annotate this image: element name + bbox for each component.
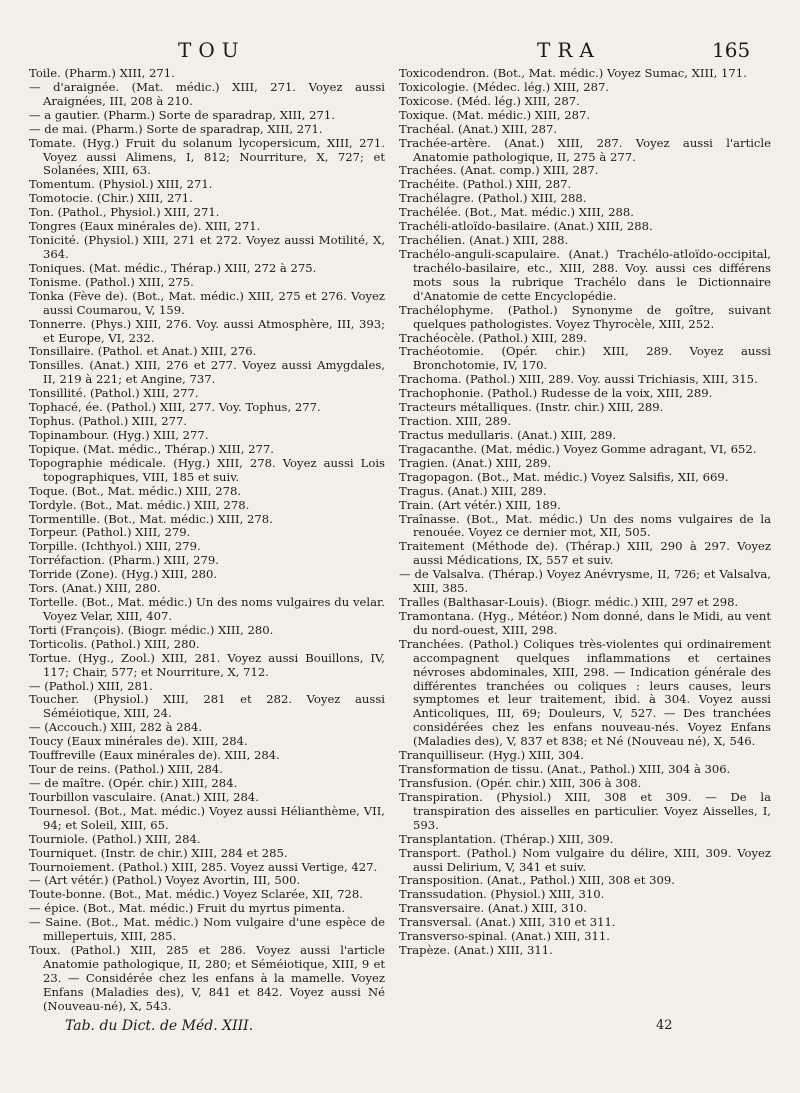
index-entry: Toucher. (Physiol.) XIII, 281 et 282. Voyez aussi Séméiotique, XIII, 24. (29, 692, 385, 721)
index-entry: Tonsillaire. (Pathol. et Anat.) XIII, 276. (29, 344, 257, 359)
index-entry: Tournoiement. (Pathol.) XIII, 285. Voyez aussi Vertige, 427. (29, 859, 378, 874)
index-entry: Trachélo-anguli-scapulaire. (Anat.) Trachélo-atloïdo-occipital, trachélo-basilaire, etc., XIII, 288. Voy. aussi ces différens mots sous la rubrique Trachélo dans le Dictionnaire d'Anatomie de cette Encyclopédie. (399, 246, 771, 303)
index-entry: Tortelle. (Bot., Mat. médic.) Un des noms vulgaires du velar. Voyez Velar, XIII, 407. (29, 595, 385, 623)
index-entry: Tongres (Eaux minérales de). XIII, 271. (29, 219, 261, 234)
index-entry: Tourniole. (Pathol.) XIII, 284. (29, 831, 201, 846)
index-entry: Torti (François). (Biogr. médic.) XIII, 280. (29, 622, 274, 637)
index-entry: — de Valsalva. (Thérap.) Voyez Anévrysme, II, 726; et Valsalva, XIII, 385. (399, 567, 771, 596)
index-entry: Toxique. (Mat. médic.) XIII, 287. (399, 107, 591, 122)
index-entry: Tonisme. (Pathol.) XIII, 275. (29, 274, 194, 289)
index-entry: Transposition. (Anat., Pathol.) XIII, 308 et 309. (399, 873, 675, 888)
index-entry: Tournesol. (Bot., Mat. médic.) Voyez aussi Hélianthème, VII, 94; et Soleil, XIII, 65. (29, 803, 385, 832)
signature-mark: 42 (656, 1018, 673, 1033)
index-entry: Tracteurs métalliques. (Instr. chir.) XIII, 289. (399, 400, 664, 415)
left-column (29, 67, 385, 1014)
index-entry: Tomotocie. (Chir.) XIII, 271. (29, 191, 193, 206)
index-entry: Traitement (Méthode de). (Thérap.) XIII, 290 à 297. Voyez aussi Médications, IX, 557 et suiv. (399, 539, 771, 568)
index-entry: — d'araignée. (Mat. médic.) XIII, 271. Voyez aussi Araignées, III, 208 à 210. (29, 79, 385, 108)
index-entry: Tonnerre. (Phys.) XIII, 276. Voy. aussi Atmosphère, III, 393; et Europe, VI, 232. (29, 316, 385, 345)
index-entry: Torpille. (Ichthyol.) XIII, 279. (29, 539, 201, 554)
running-head-right: TRA (537, 38, 601, 62)
index-entry: Tophacé, ée. (Pathol.) XIII, 277. Voy. Tophus, 277. (29, 400, 321, 415)
index-entry: Tourbillon vasculaire. (Anat.) XIII, 284. (29, 789, 259, 804)
index-entry: Tragien. (Anat.) XIII, 289. (399, 455, 552, 470)
index-entry: Transplantation. (Thérap.) XIII, 309. (399, 831, 614, 846)
index-entry: Tramontana. (Hyg., Météor.) Nom donné, dans le Midi, au vent du nord-ouest, XIII, 298. (399, 608, 771, 637)
running-head-left: TOU (178, 38, 246, 62)
index-entry: Tralles (Balthasar-Louis). (Biogr. médic.) XIII, 297 et 298. (399, 595, 739, 610)
index-entry: Tors. (Anat.) XIII, 280. (29, 581, 161, 596)
index-entry: Trachéli-atloïdo-basilaire. (Anat.) XIII, 288. (399, 219, 653, 234)
index-entry: Trachélagre. (Pathol.) XIII, 288. (399, 191, 587, 206)
index-entry: Toucy (Eaux minérales de). XIII, 284. (29, 734, 248, 749)
index-entry: Transfusion. (Opér. chir.) XIII, 306 à 308. (399, 776, 642, 791)
page-number: 165 (712, 38, 751, 62)
index-entry: Tordyle. (Bot., Mat. médic.) XIII, 278. (29, 497, 250, 512)
index-entry: Tragus. (Anat.) XIII, 289. (399, 483, 547, 498)
index-entry: Toxicodendron. (Bot., Mat. médic.) Voyez Sumac, XIII, 171. (399, 66, 747, 80)
right-column (399, 67, 771, 958)
index-entry: Transverso-spinal. (Anat.) XIII, 311. (399, 929, 610, 944)
index-entry: Transsudation. (Physiol.) XIII, 310. (399, 887, 605, 902)
index-entry: — a gautier. (Pharm.) Sorte de sparadrap, XIII, 271. (29, 107, 335, 122)
index-entry: Tophus. (Pathol.) XIII, 277. (29, 414, 188, 429)
index-entry: Trachélien. (Anat.) XIII, 288. (399, 233, 569, 248)
index-entry: Trachées. (Anat. comp.) XIII, 287. (399, 163, 599, 178)
index-entry: Toniques. (Mat. médic., Thérap.) XIII, 272 à 275. (29, 260, 317, 275)
index-entry: — (Art vétér.) (Pathol.) Voyez Avortin, III, 500. (29, 873, 301, 888)
index-entry: — (Pathol.) XIII, 281. (29, 678, 153, 693)
index-entry: Toute-bonne. (Bot., Mat. médic.) Voyez Sclarée, XII, 728. (29, 887, 363, 902)
index-entry: Traînasse. (Bot., Mat. médic.) Un des noms vulgaires de la renouée. Voyez ce dernier mot, XII, 505. (399, 511, 771, 540)
index-entry: Torréfaction. (Pharm.) XIII, 279. (29, 553, 219, 568)
index-entry: Tranchées. (Pathol.) Coliques très-violentes qui ordinairement accompagnent quelques inflammations et certaines névroses abdominales, XIII, 298. — Indication générale des différentes tranchées ou coliques : leurs causes, leurs symptomes et leur traitement, ibid. à 304. Voyez aussi Anticoliques, III, 69; Douleurs, V, 527. — Des tranchées considérées chez les enfans nouveau-nés. Voyez Enfans (Maladies des), V, 837 et 838; et Né (Nouveau né), X, 546. (399, 636, 771, 749)
index-entry: Tomate. (Hyg.) Fruit du solanum lycopersicum, XIII, 271. Voyez aussi Alimens, I, 812; Nourriture, X, 727; et Solanées, XIII, 63. (29, 135, 385, 178)
index-entry: Tractus medullaris. (Anat.) XIII, 289. (399, 427, 617, 442)
index-entry: Torride (Zone). (Hyg.) XIII, 280. (29, 567, 218, 582)
index-entry: Trachéocèle. (Pathol.) XIII, 289. (399, 330, 587, 345)
index-entry: Traction. XIII, 289. (399, 414, 512, 429)
index-entry: Transversaire. (Anat.) XIII, 310. (399, 901, 587, 916)
index-entry: Toxicologie. (Médec. lég.) XIII, 287. (399, 79, 610, 94)
index-entry: Tonicité. (Physiol.) XIII, 271 et 272. Voyez aussi Motilité, X, 364. (29, 233, 385, 261)
index-entry: — de mai. (Pharm.) Sorte de sparadrap, XIII, 271. (29, 121, 323, 136)
index-entry: Train. (Art vétér.) XIII, 189. (399, 497, 561, 512)
index-entry: Trachéal. (Anat.) XIII, 287. (399, 121, 558, 136)
index-entry: Topographie médicale. (Hyg.) XIII, 278. Voyez aussi Lois topographiques, VIII, 185 et suiv. (29, 455, 385, 484)
index-entry: Tonka (Fève de). (Bot., Mat. médic.) XIII, 275 et 276. Voyez aussi Coumarou, V, 159. (29, 288, 385, 317)
index-entry: — Saine. (Bot., Mat. médic.) Nom vulgaire d'une espèce de millepertuis, XIII, 285. (29, 915, 385, 944)
index-entry: Touffreville (Eaux minérales de). XIII, 284. (29, 748, 280, 763)
index-entry: Torpeur. (Pathol.) XIII, 279. (29, 525, 191, 540)
index-entry: Trachophonie. (Pathol.) Rudesse de la voix, XIII, 289. (399, 386, 713, 401)
index-entry: Trachéite. (Pathol.) XIII, 287. (399, 177, 572, 192)
footer-note: Tab. du Dict. de Méd. XIII. (65, 1018, 254, 1034)
index-entry: Trapèze. (Anat.) XIII, 311. (399, 943, 553, 958)
index-entry: — de maître. (Opér. chir.) XIII, 284. (29, 776, 238, 791)
index-entry: Tragopagon. (Bot., Mat. médic.) Voyez Salsifis, XII, 669. (399, 469, 729, 484)
index-entry: Tourniquet. (Instr. de chir.) XIII, 284 et 285. (29, 845, 288, 860)
index-entry: Tormentille. (Bot., Mat. médic.) XIII, 278. (29, 511, 273, 526)
index-entry: Transport. (Pathol.) Nom vulgaire du délire, XIII, 309. Voyez aussi Delirium, V, 341 et suiv. (399, 845, 771, 874)
index-entry: Torticolis. (Pathol.) XIII, 280. (29, 636, 200, 651)
index-entry: — épice. (Bot., Mat. médic.) Fruit du myrtus pimenta. (29, 901, 346, 916)
index-entry: Toux. (Pathol.) XIII, 285 et 286. Voyez aussi l'article Anatomie pathologique, II, 280; et Séméiotique, XIII, 9 et 23. — Considérée chez les enfans à la mamelle. Voyez Enfans (Maladies des), V, 841 et 842. Voyez aussi Né (Nouveau-né), X, 543. (29, 943, 385, 1013)
index-entry: Toque. (Bot., Mat. médic.) XIII, 278. (29, 483, 242, 498)
index-entry: — (Accouch.) XIII, 282 à 284. (29, 720, 203, 735)
index-entry: Trachélée. (Bot., Mat. médic.) XIII, 288. (399, 205, 634, 220)
index-entry: Tomentum. (Physiol.) XIII, 271. (29, 177, 213, 192)
index-entry: Topique. (Mat. médic., Thérap.) XIII, 277. (29, 441, 274, 456)
index-entry: Toxicose. (Méd. lég.) XIII, 287. (399, 93, 580, 108)
index-entry: Tragacanthe. (Mat. médic.) Voyez Gomme adragant, VI, 652. (399, 441, 757, 456)
index-entry: Tonsilles. (Anat.) XIII, 276 et 277. Voyez aussi Amygdales, II, 219 à 221; et Angine, 737. (29, 358, 385, 387)
index-entry: Tour de reins. (Pathol.) XIII, 284. (29, 762, 223, 777)
index-entry: Toile. (Pharm.) XIII, 271. (29, 66, 175, 80)
index-entry: Transpiration. (Physiol.) XIII, 308 et 309. — De la transpiration des aisselles en particulier. Voyez Aisselles, I, 593. (399, 789, 771, 832)
index-entry: Transversal. (Anat.) XIII, 310 et 311. (399, 915, 616, 930)
index-entry: Tortue. (Hyg., Zool.) XIII, 281. Voyez aussi Bouillons, IV, 117; Chair, 577; et Nourriture, X, 712. (29, 650, 385, 679)
index-entry: Tonsillité. (Pathol.) XIII, 277. (29, 386, 199, 401)
index-entry: Trachée-artère. (Anat.) XIII, 287. Voyez aussi l'article Anatomie pathologique, II, 275 à 277. (399, 135, 771, 164)
index-entry: Trachoma. (Pathol.) XIII, 289. Voy. aussi Trichiasis, XIII, 315. (399, 372, 758, 387)
index-entry: Topinambour. (Hyg.) XIII, 277. (29, 427, 209, 442)
index-entry: Trachélophyme. (Pathol.) Synonyme de goître, suivant quelques pathologistes. Voyez Thyrocèle, XIII, 252. (399, 302, 771, 331)
index-entry: Transformation de tissu. (Anat., Pathol.) XIII, 304 à 306. (399, 762, 731, 777)
index-entry: Trachéotomie. (Opér. chir.) XIII, 289. Voyez aussi Bronchotomie, IV, 170. (399, 344, 771, 373)
index-entry: Ton. (Pathol., Physiol.) XIII, 271. (29, 205, 220, 220)
index-entry: Tranquilliseur. (Hyg.) XIII, 304. (399, 748, 584, 763)
